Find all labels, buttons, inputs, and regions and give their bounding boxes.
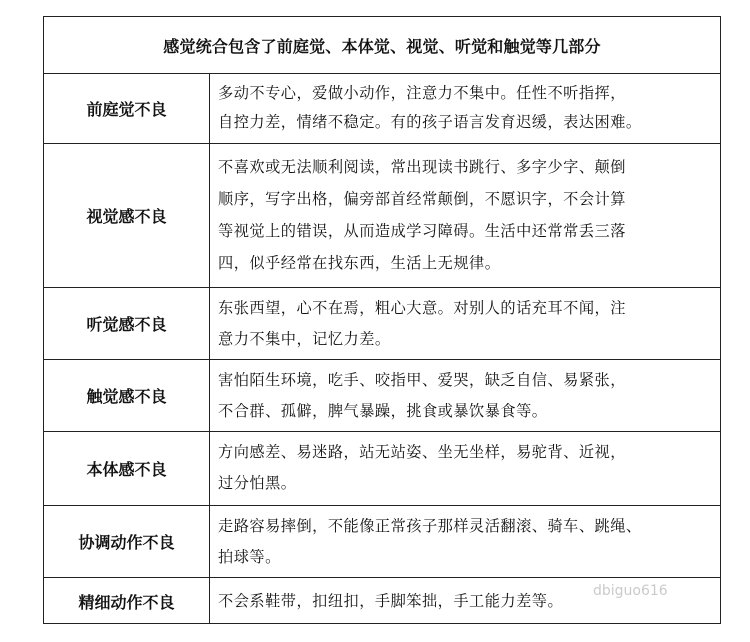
table-row [44, 144, 720, 288]
content-line: 走路容易摔倒，不能像正常孩子那样灵活翻滚、骑车、跳绳、 [218, 517, 642, 535]
info-table [43, 16, 721, 624]
table-row [44, 288, 720, 360]
row-content [210, 506, 720, 577]
content-line: 过分怕黑。 [218, 474, 297, 492]
row-label: 精细动作不良 [44, 578, 210, 624]
row-content [210, 360, 720, 431]
watermark-text: dbiguo616 [593, 583, 668, 599]
content-line: 等视觉上的错误，从而造成学习障碍。生活中还常常丢三落 [218, 222, 626, 240]
content-line: 不合群、孤僻，脾气暴躁，挑食或暴饮暴食等。 [218, 402, 548, 420]
content-line: 不喜欢或无法顺利阅读，常出现读书跳行、多字少字、颠倒 [218, 158, 626, 176]
content-line: 东张西望，心不在焉，粗心大意。对别人的话充耳不闻，注 [218, 299, 626, 317]
table-row [44, 432, 720, 506]
content-line: 不会系鞋带，扣纽扣，手脚笨拙，手工能力差等。 [218, 591, 564, 610]
table-row [44, 506, 720, 578]
row-label: 视觉感不良 [44, 144, 210, 287]
row-label: 协调动作不良 [44, 506, 210, 577]
content-line: 多动不专心，爱做小动作，注意力不集中。任性不听指挥， [218, 84, 626, 102]
content-line: 害怕陌生环境，吃手、咬指甲、爱哭，缺乏自信、易紧张， [218, 371, 626, 389]
row-label: 前庭觉不良 [44, 74, 210, 143]
table-row [44, 360, 720, 432]
row-content [210, 144, 720, 287]
row-label: 触觉感不良 [44, 360, 210, 431]
row-content [210, 74, 720, 143]
content-line: 方向感差、易迷路，站无站姿、坐无坐样，易驼背、近视， [218, 443, 626, 461]
content-line: 顺序，写字出格，偏旁部首经常颠倒，不愿识字，不会计算 [218, 190, 626, 208]
row-content [210, 288, 720, 359]
table-title: 感觉统合包含了前庭觉、本体觉、视觉、听觉和触觉等几部分 [44, 17, 720, 74]
table-row [44, 74, 720, 144]
content-line: 自控力差，情绪不稳定。有的孩子语言发育迟缓，表达困难。 [218, 113, 642, 131]
content-line: 意力不集中，记忆力差。 [218, 330, 391, 348]
content-line: 四，似乎经常在找东西，生活上无规律。 [218, 254, 501, 272]
row-content [210, 432, 720, 505]
row-label: 听觉感不良 [44, 288, 210, 359]
content-line: 拍球等。 [218, 548, 281, 566]
row-label: 本体感不良 [44, 432, 210, 505]
